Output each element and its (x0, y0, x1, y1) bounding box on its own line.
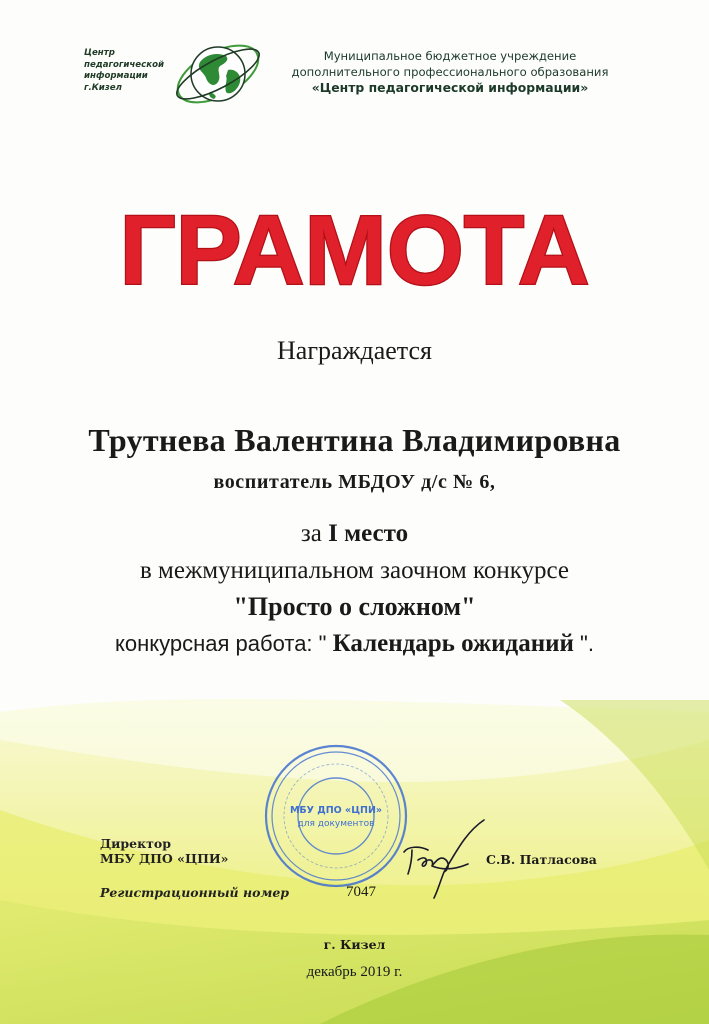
recipient-name: Трутнева Валентина Владимировна (88, 422, 621, 458)
work-prefix: конкурсная работа: " (115, 631, 333, 656)
director-title (100, 836, 229, 866)
issue-date: декабрь 2019 г. (306, 964, 403, 980)
org-line: дополнительного профессионального образования (291, 65, 609, 79)
work-suffix: ". (573, 631, 594, 656)
awarded-label: Награждается (277, 336, 432, 365)
director-line: Директор (100, 836, 171, 851)
contest-name: "Просто о сложном" (233, 592, 476, 621)
logo-line: педагогической (84, 59, 164, 70)
work-line (0, 630, 709, 658)
org-name: «Центр педагогической информации» (311, 80, 589, 95)
stamp-line: МБУ ДПО «ЦПИ» (289, 805, 383, 816)
stamp-line: для документов (297, 819, 375, 829)
place-line (0, 520, 709, 548)
place-prefix: за (300, 520, 329, 547)
certificate-title (100, 200, 609, 300)
registration-number: 7047 (346, 884, 376, 900)
contest-line: в межмуниципальном заочном конкурсе (139, 557, 570, 584)
director-signature (398, 812, 494, 900)
issue-city: г. Кизел (323, 937, 386, 952)
logo-line: информации (84, 71, 148, 82)
director-line: МБУ ДПО «ЦПИ» (100, 851, 229, 866)
title-text: ГРАМОТА (119, 200, 590, 300)
recipient-position: воспитатель МБДОУ д/с № 6, (213, 471, 496, 493)
cpi-logo (84, 34, 274, 114)
logo-text (84, 48, 164, 94)
globe-icon (170, 34, 266, 114)
logo-line: г.Кизел (84, 82, 122, 93)
official-stamp (262, 742, 410, 890)
registration-label: Регистрационный номер (100, 885, 290, 900)
organization-header (272, 48, 628, 96)
org-line: Муниципальное бюджетное учреждение (323, 49, 577, 63)
signer-name: С.В. Патласова (486, 852, 597, 867)
work-title: Календарь ожиданий (332, 630, 574, 657)
place-value: I место (328, 520, 409, 547)
logo-line: Центр (84, 48, 115, 58)
